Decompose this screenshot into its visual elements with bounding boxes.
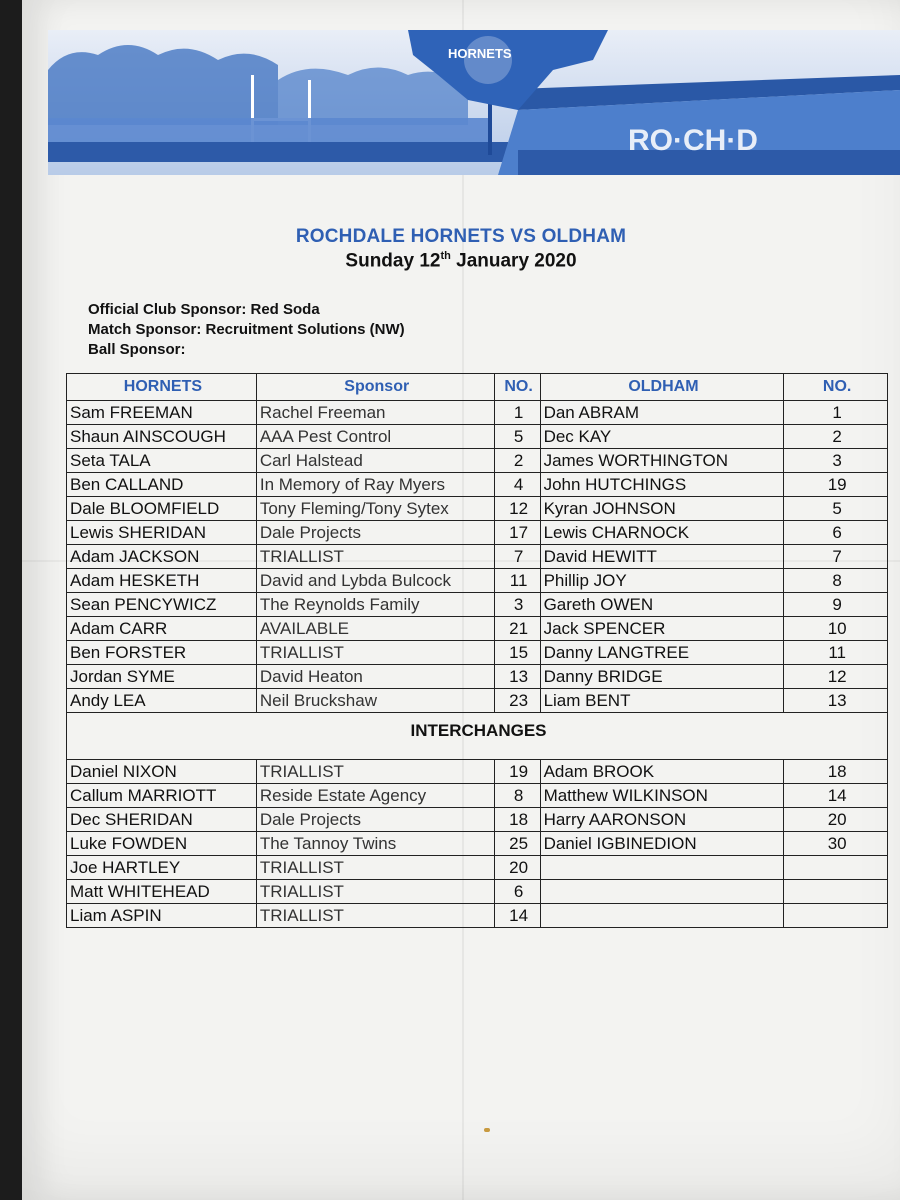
table-row	[67, 401, 888, 425]
opponent-number: 3	[784, 449, 888, 473]
opponent-number: 5	[784, 497, 888, 521]
player-number: 12	[494, 497, 540, 521]
opponent-number: 12	[784, 665, 888, 689]
sponsors-block	[88, 300, 405, 360]
player-name: Dec SHERIDAN	[67, 808, 257, 832]
table-row	[67, 808, 888, 832]
opponent-name: Dec KAY	[540, 425, 784, 449]
table-row	[67, 904, 888, 928]
player-name: Sean PENCYWICZ	[67, 593, 257, 617]
opponent-name: Dan ABRAM	[540, 401, 784, 425]
opponent-name: Danny BRIDGE	[540, 665, 784, 689]
opponent-name: John HUTCHINGS	[540, 473, 784, 497]
header-oldham: OLDHAM	[540, 374, 784, 401]
table-row	[67, 641, 888, 665]
player-name: Dale BLOOMFIELD	[67, 497, 257, 521]
opponent-number: 1	[784, 401, 888, 425]
player-sponsor: TRIALLIST	[256, 641, 494, 665]
table-row	[67, 521, 888, 545]
table-header-row	[67, 374, 888, 401]
opponent-number	[784, 904, 888, 928]
player-sponsor: TRIALLIST	[256, 760, 494, 784]
opponent-name: Kyran JOHNSON	[540, 497, 784, 521]
opponent-number	[784, 880, 888, 904]
player-sponsor: AVAILABLE	[256, 617, 494, 641]
player-number: 5	[494, 425, 540, 449]
table-row	[67, 832, 888, 856]
table-row	[67, 425, 888, 449]
team-sheet-table	[66, 373, 888, 928]
player-name: Adam JACKSON	[67, 545, 257, 569]
opponent-name: David HEWITT	[540, 545, 784, 569]
stadium-banner	[48, 30, 900, 175]
player-name: Andy LEA	[67, 689, 257, 713]
player-name: Liam ASPIN	[67, 904, 257, 928]
opponent-name: Phillip JOY	[540, 569, 784, 593]
player-number: 1	[494, 401, 540, 425]
opponent-name: Matthew WILKINSON	[540, 784, 784, 808]
opponent-number: 6	[784, 521, 888, 545]
opponent-name: Harry AARONSON	[540, 808, 784, 832]
opponent-name: Adam BROOK	[540, 760, 784, 784]
paper-stain	[484, 1128, 490, 1132]
opponent-name	[540, 904, 784, 928]
opponent-name	[540, 856, 784, 880]
date-suffix: th	[440, 250, 451, 262]
player-name: Jordan SYME	[67, 665, 257, 689]
table-row	[67, 569, 888, 593]
player-number: 19	[494, 760, 540, 784]
player-sponsor: AAA Pest Control	[256, 425, 494, 449]
header-opp-no: NO.	[784, 374, 888, 401]
player-number: 14	[494, 904, 540, 928]
player-sponsor: TRIALLIST	[256, 545, 494, 569]
opponent-number: 10	[784, 617, 888, 641]
player-sponsor: Dale Projects	[256, 808, 494, 832]
player-name: Seta TALA	[67, 449, 257, 473]
ball-sponsor: Ball Sponsor:	[88, 341, 186, 358]
player-number: 21	[494, 617, 540, 641]
opponent-number	[784, 856, 888, 880]
opponent-number: 2	[784, 425, 888, 449]
table-row	[67, 545, 888, 569]
player-sponsor: Carl Halstead	[256, 449, 494, 473]
opponent-number: 30	[784, 832, 888, 856]
player-sponsor: TRIALLIST	[256, 856, 494, 880]
player-number: 8	[494, 784, 540, 808]
opponent-number: 11	[784, 641, 888, 665]
player-sponsor: Reside Estate Agency	[256, 784, 494, 808]
table-row	[67, 473, 888, 497]
date-month-year: January 2020	[450, 250, 577, 272]
opponent-number: 18	[784, 760, 888, 784]
player-number: 20	[494, 856, 540, 880]
date-day: Sunday 12	[345, 250, 441, 272]
table-row	[67, 856, 888, 880]
player-number: 11	[494, 569, 540, 593]
table-row	[67, 760, 888, 784]
match-sponsor: Match Sponsor: Recruitment Solutions (NW)	[88, 321, 405, 338]
header-no: NO.	[494, 374, 540, 401]
player-name: Matt WHITEHEAD	[67, 880, 257, 904]
opponent-number: 14	[784, 784, 888, 808]
table-row	[67, 593, 888, 617]
header-hornets: HORNETS	[67, 374, 257, 401]
stadium-seat-lettering: RO·CH·D	[628, 124, 758, 157]
opponent-number: 7	[784, 545, 888, 569]
opponent-number: 9	[784, 593, 888, 617]
opponent-name: Gareth OWEN	[540, 593, 784, 617]
player-name: Joe HARTLEY	[67, 856, 257, 880]
opponent-name: Lewis CHARNOCK	[540, 521, 784, 545]
player-sponsor: TRIALLIST	[256, 880, 494, 904]
player-sponsor: David Heaton	[256, 665, 494, 689]
opponent-number: 19	[784, 473, 888, 497]
header-sponsor: Sponsor	[256, 374, 494, 401]
player-name: Luke FOWDEN	[67, 832, 257, 856]
player-name: Callum MARRIOTT	[67, 784, 257, 808]
player-number: 23	[494, 689, 540, 713]
interchanges-row	[67, 713, 888, 760]
table-row	[67, 784, 888, 808]
player-name: Adam CARR	[67, 617, 257, 641]
player-name: Sam FREEMAN	[67, 401, 257, 425]
player-number: 6	[494, 880, 540, 904]
opponent-number: 20	[784, 808, 888, 832]
player-sponsor: Dale Projects	[256, 521, 494, 545]
interchanges-heading: INTERCHANGES	[67, 713, 888, 760]
player-name: Ben FORSTER	[67, 641, 257, 665]
club-logo: HORNETS	[448, 46, 512, 61]
opponent-name: Daniel IGBINEDION	[540, 832, 784, 856]
player-sponsor: In Memory of Ray Myers	[256, 473, 494, 497]
player-name: Daniel NIXON	[67, 760, 257, 784]
player-sponsor: The Tannoy Twins	[256, 832, 494, 856]
player-number: 4	[494, 473, 540, 497]
player-name: Shaun AINSCOUGH	[67, 425, 257, 449]
match-date	[22, 250, 900, 272]
opponent-name: Liam BENT	[540, 689, 784, 713]
player-sponsor: Neil Bruckshaw	[256, 689, 494, 713]
player-number: 25	[494, 832, 540, 856]
player-number: 15	[494, 641, 540, 665]
player-sponsor: David and Lybda Bulcock	[256, 569, 494, 593]
club-sponsor: Official Club Sponsor: Red Soda	[88, 301, 320, 318]
player-number: 7	[494, 545, 540, 569]
opponent-number: 8	[784, 569, 888, 593]
player-sponsor: Tony Fleming/Tony Sytex	[256, 497, 494, 521]
player-number: 13	[494, 665, 540, 689]
player-sponsor: Rachel Freeman	[256, 401, 494, 425]
player-number: 17	[494, 521, 540, 545]
opponent-name: Danny LANGTREE	[540, 641, 784, 665]
player-number: 2	[494, 449, 540, 473]
player-name: Adam HESKETH	[67, 569, 257, 593]
player-name: Ben CALLAND	[67, 473, 257, 497]
player-number: 18	[494, 808, 540, 832]
table-row	[67, 449, 888, 473]
table-row	[67, 617, 888, 641]
opponent-number: 13	[784, 689, 888, 713]
opponent-name: James WORTHINGTON	[540, 449, 784, 473]
table-row	[67, 689, 888, 713]
player-sponsor: TRIALLIST	[256, 904, 494, 928]
table-row	[67, 665, 888, 689]
programme-sheet	[22, 0, 900, 1200]
player-sponsor: The Reynolds Family	[256, 593, 494, 617]
player-name: Lewis SHERIDAN	[67, 521, 257, 545]
opponent-name	[540, 880, 784, 904]
player-number: 3	[494, 593, 540, 617]
match-title: ROCHDALE HORNETS VS OLDHAM	[295, 226, 627, 247]
table-row	[67, 497, 888, 521]
opponent-name: Jack SPENCER	[540, 617, 784, 641]
table-row	[67, 880, 888, 904]
